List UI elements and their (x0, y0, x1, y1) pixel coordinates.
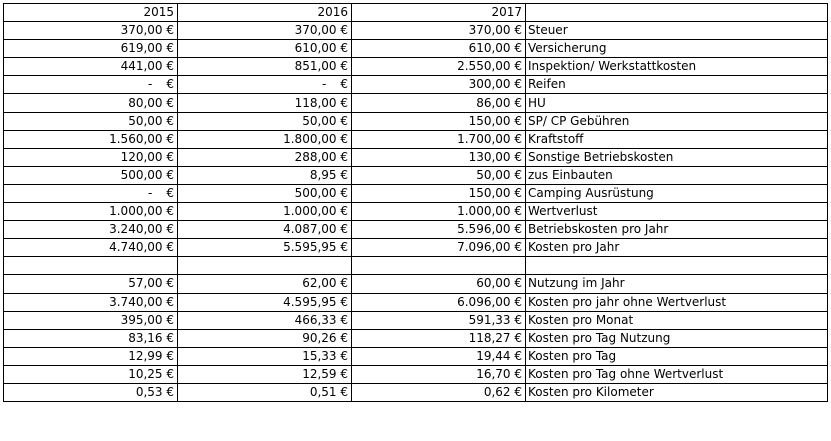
cell-2016[interactable]: 0,51 € (178, 383, 352, 401)
dash-value: - (322, 77, 327, 92)
cell-2016[interactable]: 466,33 € (178, 311, 352, 329)
cell-label[interactable]: Reifen (526, 76, 828, 94)
cell-label[interactable]: Camping Ausrüstung (526, 184, 828, 202)
dash-value: - (148, 185, 153, 200)
cell-2017[interactable]: 591,33 € (352, 311, 526, 329)
cell-2017[interactable]: 6.096,00 € (352, 293, 526, 311)
cell-2015[interactable] (4, 257, 178, 275)
cell-2016[interactable]: 62,00 € (178, 275, 352, 293)
cell-2016[interactable]: 90,26 € (178, 329, 352, 347)
cell-2017[interactable]: 0,62 € (352, 383, 526, 401)
cell-label[interactable]: Kraftstoff (526, 130, 828, 148)
cell-label[interactable]: Kosten pro Tag Nutzung (526, 329, 828, 347)
cell-2016[interactable]: 118,00 € (178, 94, 352, 112)
cell-2015[interactable]: 619,00 € (4, 40, 178, 58)
cell-2017[interactable]: 86,00 € (352, 94, 526, 112)
cell-2017[interactable]: 118,27 € (352, 329, 526, 347)
dash-value: - (148, 77, 153, 92)
cell-label[interactable]: Kosten pro Tag (526, 347, 828, 365)
table-row (4, 293, 828, 311)
cell-2017[interactable]: 150,00 € (352, 184, 526, 202)
table-row (4, 22, 828, 40)
cell-2016[interactable]: 5.595,95 € (178, 239, 352, 257)
header-label[interactable] (526, 4, 828, 22)
cell-label[interactable]: Inspektion/ Werkstattkosten (526, 58, 828, 76)
header-2017[interactable]: 2017 (352, 4, 526, 22)
cell-2016[interactable]: 8,95 € (178, 166, 352, 184)
cost-table (3, 3, 828, 402)
cell-2017[interactable]: 16,70 € (352, 365, 526, 383)
cell-2017[interactable]: 7.096,00 € (352, 239, 526, 257)
table-row (4, 184, 828, 202)
cell-2015[interactable]: 395,00 € (4, 311, 178, 329)
cell-2017[interactable]: 300,00 € (352, 76, 526, 94)
cell-label[interactable]: Kosten pro Tag ohne Wertverlust (526, 365, 828, 383)
cell-2016[interactable]: 12,59 € (178, 365, 352, 383)
cell-2017[interactable]: 1.700,00 € (352, 130, 526, 148)
currency-symbol: € (166, 77, 174, 92)
cell-2015[interactable]: 50,00 € (4, 112, 178, 130)
cell-2016[interactable]: 15,33 € (178, 347, 352, 365)
cell-2017[interactable]: 370,00 € (352, 22, 526, 40)
cell-2017[interactable]: 50,00 € (352, 166, 526, 184)
cell-2017[interactable]: 19,44 € (352, 347, 526, 365)
table-row (4, 148, 828, 166)
table-row (4, 365, 828, 383)
table-row (4, 203, 828, 221)
table-row (4, 112, 828, 130)
cell-label[interactable]: Kosten pro jahr ohne Wertverlust (526, 293, 828, 311)
cell-label[interactable]: Sonstige Betriebskosten (526, 148, 828, 166)
cell-label[interactable]: Versicherung (526, 40, 828, 58)
table-row (4, 329, 828, 347)
table-row (4, 58, 828, 76)
cell-2017[interactable]: 5.596,00 € (352, 221, 526, 239)
cell-label[interactable]: Wertverlust (526, 203, 828, 221)
cell-2017[interactable]: 1.000,00 € (352, 203, 526, 221)
cell-2015[interactable]: 12,99 € (4, 347, 178, 365)
cell-2015[interactable]: 4.740,00 € (4, 239, 178, 257)
cell-2015[interactable]: 80,00 € (4, 94, 178, 112)
cell-2017[interactable]: 60,00 € (352, 275, 526, 293)
cell-label[interactable]: Kosten pro Kilometer (526, 383, 828, 401)
table-row (4, 40, 828, 58)
cell-2016[interactable]: 50,00 € (178, 112, 352, 130)
cell-2017[interactable]: 150,00 € (352, 112, 526, 130)
cell-2015[interactable]: 441,00 € (4, 58, 178, 76)
cell-label[interactable]: Kosten pro Monat (526, 311, 828, 329)
cell-2017[interactable]: 2.550,00 € (352, 58, 526, 76)
cell-2016[interactable]: 4.595,95 € (178, 293, 352, 311)
cell-label[interactable]: Nutzung im Jahr (526, 275, 828, 293)
cell-2016[interactable] (178, 76, 352, 94)
cell-2016[interactable]: 370,00 € (178, 22, 352, 40)
header-row (4, 4, 828, 22)
header-2015[interactable]: 2015 (4, 4, 178, 22)
cell-2016[interactable]: 4.087,00 € (178, 221, 352, 239)
table-row (4, 383, 828, 401)
cell-2015[interactable] (4, 76, 178, 94)
table-row (4, 221, 828, 239)
cell-2015[interactable]: 3.240,00 € (4, 221, 178, 239)
table-row (4, 347, 828, 365)
cell-label[interactable] (526, 257, 828, 275)
cell-2016[interactable]: 610,00 € (178, 40, 352, 58)
cell-2016[interactable]: 1.000,00 € (178, 203, 352, 221)
cell-2015[interactable]: 1.000,00 € (4, 203, 178, 221)
table-row (4, 94, 828, 112)
cell-2015[interactable] (4, 184, 178, 202)
currency-symbol: € (340, 77, 348, 92)
table-row (4, 239, 828, 257)
cell-label[interactable]: zus Einbauten (526, 166, 828, 184)
cell-label[interactable]: HU (526, 94, 828, 112)
cell-2016[interactable]: 500,00 € (178, 184, 352, 202)
table-row (4, 130, 828, 148)
cell-label[interactable]: Kosten pro Jahr (526, 239, 828, 257)
cell-2015[interactable]: 3.740,00 € (4, 293, 178, 311)
cost-table-body (4, 4, 828, 402)
cell-2016[interactable]: 288,00 € (178, 148, 352, 166)
cell-2017[interactable] (352, 257, 526, 275)
cell-2016[interactable] (178, 257, 352, 275)
cell-2016[interactable]: 1.800,00 € (178, 130, 352, 148)
cell-2015[interactable]: 120,00 € (4, 148, 178, 166)
cell-2015[interactable]: 10,25 € (4, 365, 178, 383)
cell-2015[interactable]: 57,00 € (4, 275, 178, 293)
cell-label[interactable]: Steuer (526, 22, 828, 40)
table-row (4, 275, 828, 293)
currency-symbol: € (166, 185, 174, 200)
table-row (4, 257, 828, 275)
cell-2017[interactable]: 130,00 € (352, 148, 526, 166)
cell-label[interactable]: SP/ CP Gebühren (526, 112, 828, 130)
cell-2015[interactable]: 83,16 € (4, 329, 178, 347)
header-2016[interactable]: 2016 (178, 4, 352, 22)
cell-label[interactable]: Betriebskosten pro Jahr (526, 221, 828, 239)
table-row (4, 166, 828, 184)
cell-2016[interactable]: 851,00 € (178, 58, 352, 76)
cell-2015[interactable]: 1.560,00 € (4, 130, 178, 148)
table-row (4, 311, 828, 329)
cell-2015[interactable]: 370,00 € (4, 22, 178, 40)
table-row (4, 76, 828, 94)
cell-2017[interactable]: 610,00 € (352, 40, 526, 58)
cell-2015[interactable]: 0,53 € (4, 383, 178, 401)
cell-2015[interactable]: 500,00 € (4, 166, 178, 184)
